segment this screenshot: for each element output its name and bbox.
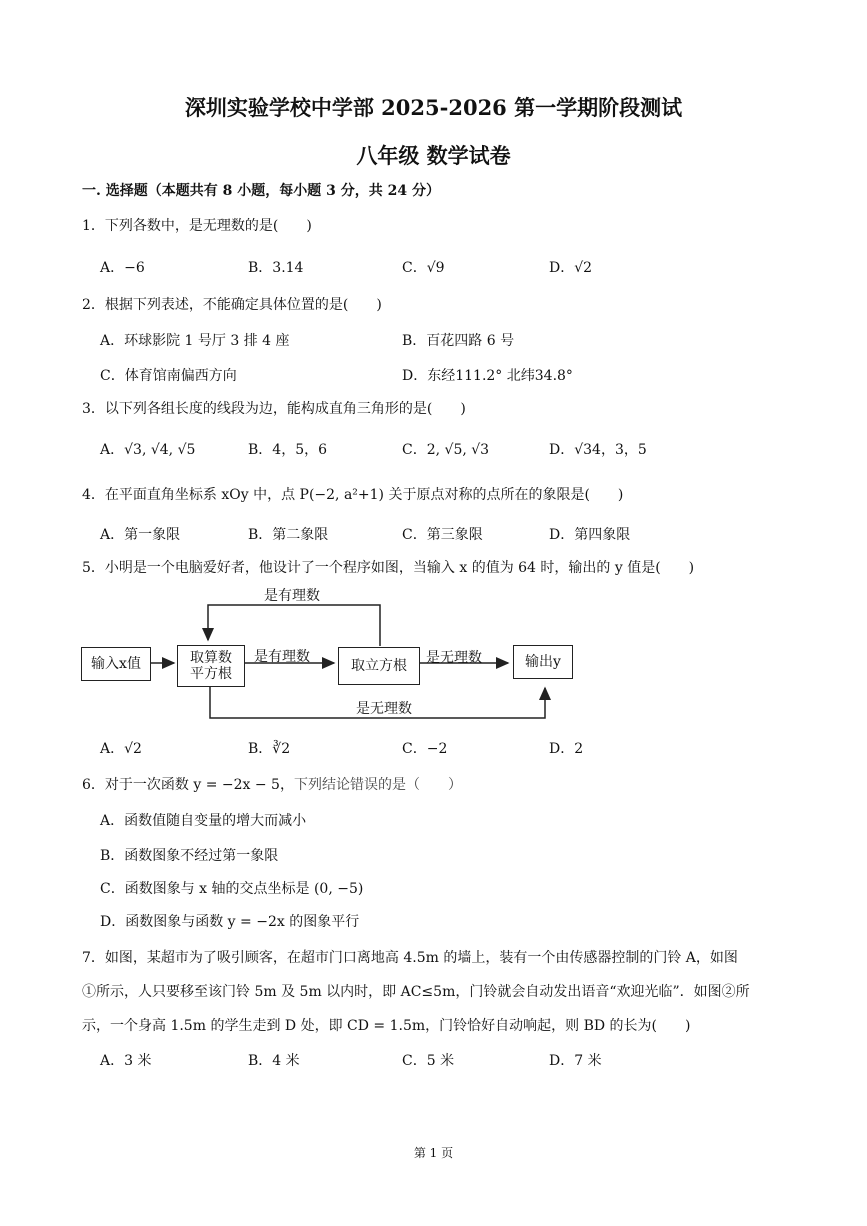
q2-option-a: A．环球影院 1 号厅 3 排 4 座 — [100, 333, 290, 349]
page-title: 深圳实验学校中学部 2025-2026 第一学期阶段测试 — [184, 95, 683, 120]
q2-option-b: B．百花四路 6 号 — [402, 333, 515, 349]
q3-option-c: C．2, √5, √3 — [402, 442, 490, 458]
section-heading: 一. 选择题（本题共有 8 小题，每小题 3 分，共 24 分） — [82, 183, 440, 199]
q5-option-c: C．−2 — [402, 741, 448, 757]
q1-option-d: D．√2 — [549, 260, 593, 276]
q4-option-c: C．第三象限 — [402, 527, 483, 543]
q6-stem-post: 下列结论错误的是（ ） — [293, 777, 462, 793]
flow-cbrt-box: 取立方根 — [338, 647, 420, 685]
q7-option-b: B．4 米 — [248, 1053, 300, 1069]
q1-option-b: B．3.14 — [248, 260, 304, 276]
question-2-stem: 2．根据下列表述，不能确定具体位置的是( ) — [82, 297, 382, 313]
q7-option-c: C．5 米 — [402, 1053, 455, 1069]
q2-option-c: C．体育馆南偏西方向 — [100, 368, 237, 384]
question-7-line1: 7．如图，某超市为了吸引顾客，在超市门口离地高 4.5m 的墙上，装有一个由传感器控制的门铃 A，如图 — [82, 950, 738, 966]
flow-label-rational-top: 是有理数 — [264, 588, 320, 604]
q5-option-a: A．√2 — [100, 741, 142, 757]
flow-sqrt-line2: 平方根 — [190, 666, 232, 682]
q4-option-b: B．第二象限 — [248, 527, 329, 543]
q3-option-a: A．√3, √4, √5 — [100, 442, 196, 458]
flow-label-rational-mid: 是有理数 — [254, 649, 310, 665]
flow-label-irrational-bottom: 是无理数 — [356, 701, 412, 717]
flow-output-box: 输出y — [513, 645, 573, 679]
question-3-stem: 3．以下列各组长度的线段为边，能构成直角三角形的是( ) — [82, 401, 466, 417]
q7-option-a: A．3 米 — [100, 1053, 152, 1069]
q6-option-c: C．函数图象与 x 轴的交点坐标是 (0, −5) — [100, 881, 364, 897]
question-7-line2: ①所示，人只要移至该门铃 5m 及 5m 以内时，即 AC≤5m，门铃就会自动发出语音“欢迎光临”．如图②所 — [82, 984, 750, 1000]
q4-option-a: A．第一象限 — [100, 527, 181, 543]
q2-option-d: D．东经111.2° 北纬34.8° — [402, 368, 573, 384]
flow-label-irrational-mid: 是无理数 — [426, 650, 482, 666]
q6-option-b: B．函数图象不经过第一象限 — [100, 848, 279, 864]
question-6-stem — [82, 774, 462, 794]
page-subtitle: 八年级 数学试卷 — [356, 143, 511, 168]
flow-sqrt-box — [177, 645, 245, 687]
q4-option-d: D．第四象限 — [549, 527, 631, 543]
q1-option-c: C．√9 — [402, 260, 445, 276]
q3-option-b: B．4，5，6 — [248, 442, 328, 458]
q5-option-b: B．∛2 — [248, 741, 291, 757]
arrow-loop-back — [208, 605, 380, 646]
question-4-stem: 4．在平面直角坐标系 xOy 中，点 P(−2, a²+1) 关于原点对称的点所在的象限是( ) — [82, 487, 624, 503]
arrow-irrational-bypass — [210, 686, 545, 718]
q6-option-a: A．函数值随自变量的增大而减小 — [100, 813, 307, 829]
q6-option-d: D．函数图象与函数 y = −2x 的图象平行 — [100, 914, 360, 930]
flow-sqrt-line1: 取算数 — [190, 650, 232, 666]
q7-option-d: D．7 米 — [549, 1053, 602, 1069]
q1-option-a: A．−6 — [100, 260, 145, 276]
question-1-stem: 1．下列各数中，是无理数的是( ) — [82, 218, 312, 234]
flow-input-box: 输入x值 — [81, 647, 151, 681]
question-5-stem: 5．小明是一个电脑爱好者，他设计了一个程序如图，当输入 x 的值为 64 时，输出的 y 值是( ) — [82, 560, 695, 576]
q5-option-d: D．2 — [549, 741, 584, 757]
page-footer: 第 1 页 — [413, 1146, 454, 1160]
q3-option-d: D．√34，3，5 — [549, 442, 647, 458]
q6-stem-pre: 6．对于一次函数 y = −2x − 5， — [82, 777, 294, 793]
question-7-line3: 示，一个身高 1.5m 的学生走到 D 处，即 CD = 1.5m，门铃恰好自动响起，则 BD 的长为( ) — [82, 1018, 691, 1034]
